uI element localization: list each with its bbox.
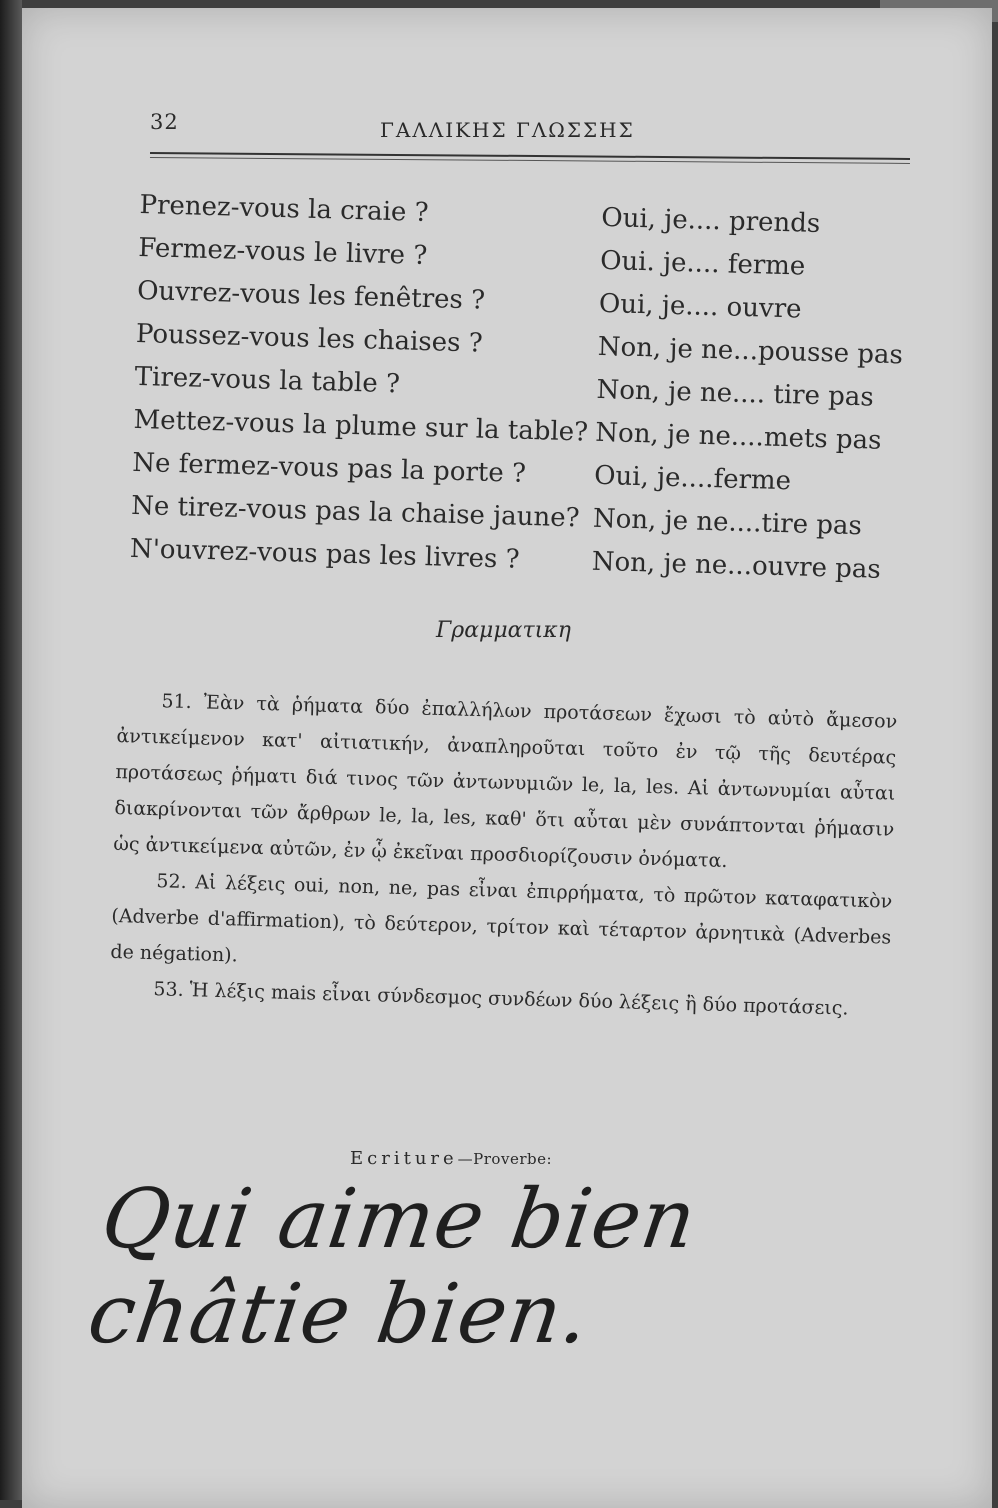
grammar-section bbox=[109, 682, 898, 1028]
drill-list bbox=[129, 190, 920, 599]
drill-question: Ouvrez-vous les fenêtres ? bbox=[136, 275, 486, 316]
drill-answer: Oui. je.... ferme bbox=[599, 245, 806, 282]
drill-question: Mettez-vous la plume sur la table? bbox=[133, 404, 589, 448]
running-title: ΓΑΛΛΙΚΗΣ ΓΛΩΣΣΗΣ bbox=[380, 118, 635, 142]
grammar-section-title: Γραμματικη bbox=[436, 618, 571, 643]
drill-question: Poussez-vous les chaises ? bbox=[135, 318, 484, 359]
writing-label-main: Ecriture bbox=[350, 1148, 458, 1169]
page-number: 32 bbox=[150, 110, 179, 134]
drill-answer: Non, je ne...pousse pas bbox=[597, 331, 904, 371]
drill-question: Fermez-vous le livre ? bbox=[137, 232, 428, 272]
grammar-paragraph-53: 53. Ἡ λέξις mais εἶναι σύνδεσμος συνδέων δύο λέξεις ἢ δύο προτάσεις. bbox=[153, 978, 849, 1020]
proverb-handwriting: Qui aime bien châtie bien. bbox=[82, 1172, 703, 1362]
drill-answer: Oui, je....ferme bbox=[593, 460, 792, 497]
writing-label bbox=[350, 1148, 552, 1169]
drill-answer: Non, je ne...ouvre pas bbox=[591, 546, 882, 585]
drill-question: N'ouvrez-vous pas les livres ? bbox=[129, 533, 520, 575]
drill-question: Ne fermez-vous pas la porte ? bbox=[131, 447, 527, 489]
page-header bbox=[150, 110, 910, 150]
drill-answer: Oui, je.... ouvre bbox=[598, 288, 802, 325]
drill-answer: Non, je ne....tire pas bbox=[592, 503, 863, 542]
drill-question: Ne tirez-vous pas la chaise jaune? bbox=[130, 490, 580, 534]
drill-question: Prenez-vous la craie ? bbox=[139, 190, 429, 229]
drill-answer: Non, je ne.... tire pas bbox=[596, 374, 875, 413]
drill-question: Tirez-vous la table ? bbox=[134, 361, 401, 400]
grammar-paragraph-52: 52. Αἱ λέξεις oui, non, ne, pas εἶναι ἐπιρρήματα, τὸ πρῶτον καταφατικὸν (Adverbe d'affirmation), τὸ δεύτερον, τρίτον καὶ τέταρτον ἀρνητικὰ (Adverbes de négation). bbox=[110, 870, 893, 967]
drill-answer: Oui, je.... prends bbox=[600, 202, 821, 239]
drill-answer: Non, je ne....mets pas bbox=[594, 417, 882, 456]
writing-label-sub: —Proverbe: bbox=[457, 1150, 553, 1168]
book-binding-edge bbox=[0, 0, 22, 1500]
grammar-paragraph-51: 51. Ἐὰν τὰ ῥήματα δύο ἐπαλλήλων προτάσεων ἔχωσι τὸ αὐτὸ ἄμεσον ἀντικείμενον κατ' αἰτιατικήν, ἀναπληροῦται τοῦτο ἐν τῷ τῆς δευτέρας προτάσεως ῥήματι διά τινος τῶν ἀντωνυμιῶν le, la, les. Αἱ ἀντωνυμίαι αὗται διακρίνονται τῶν ἄρθρων le, la, les, καθ' ὅτι αὗται μὲν συνάπτονται ῥήμασιν ὡς ἀντικείμενα αὐτῶν, ἐν ᾧ ἐκεῖναι προσδιορίζουσιν ὀνόματα. bbox=[113, 690, 898, 873]
